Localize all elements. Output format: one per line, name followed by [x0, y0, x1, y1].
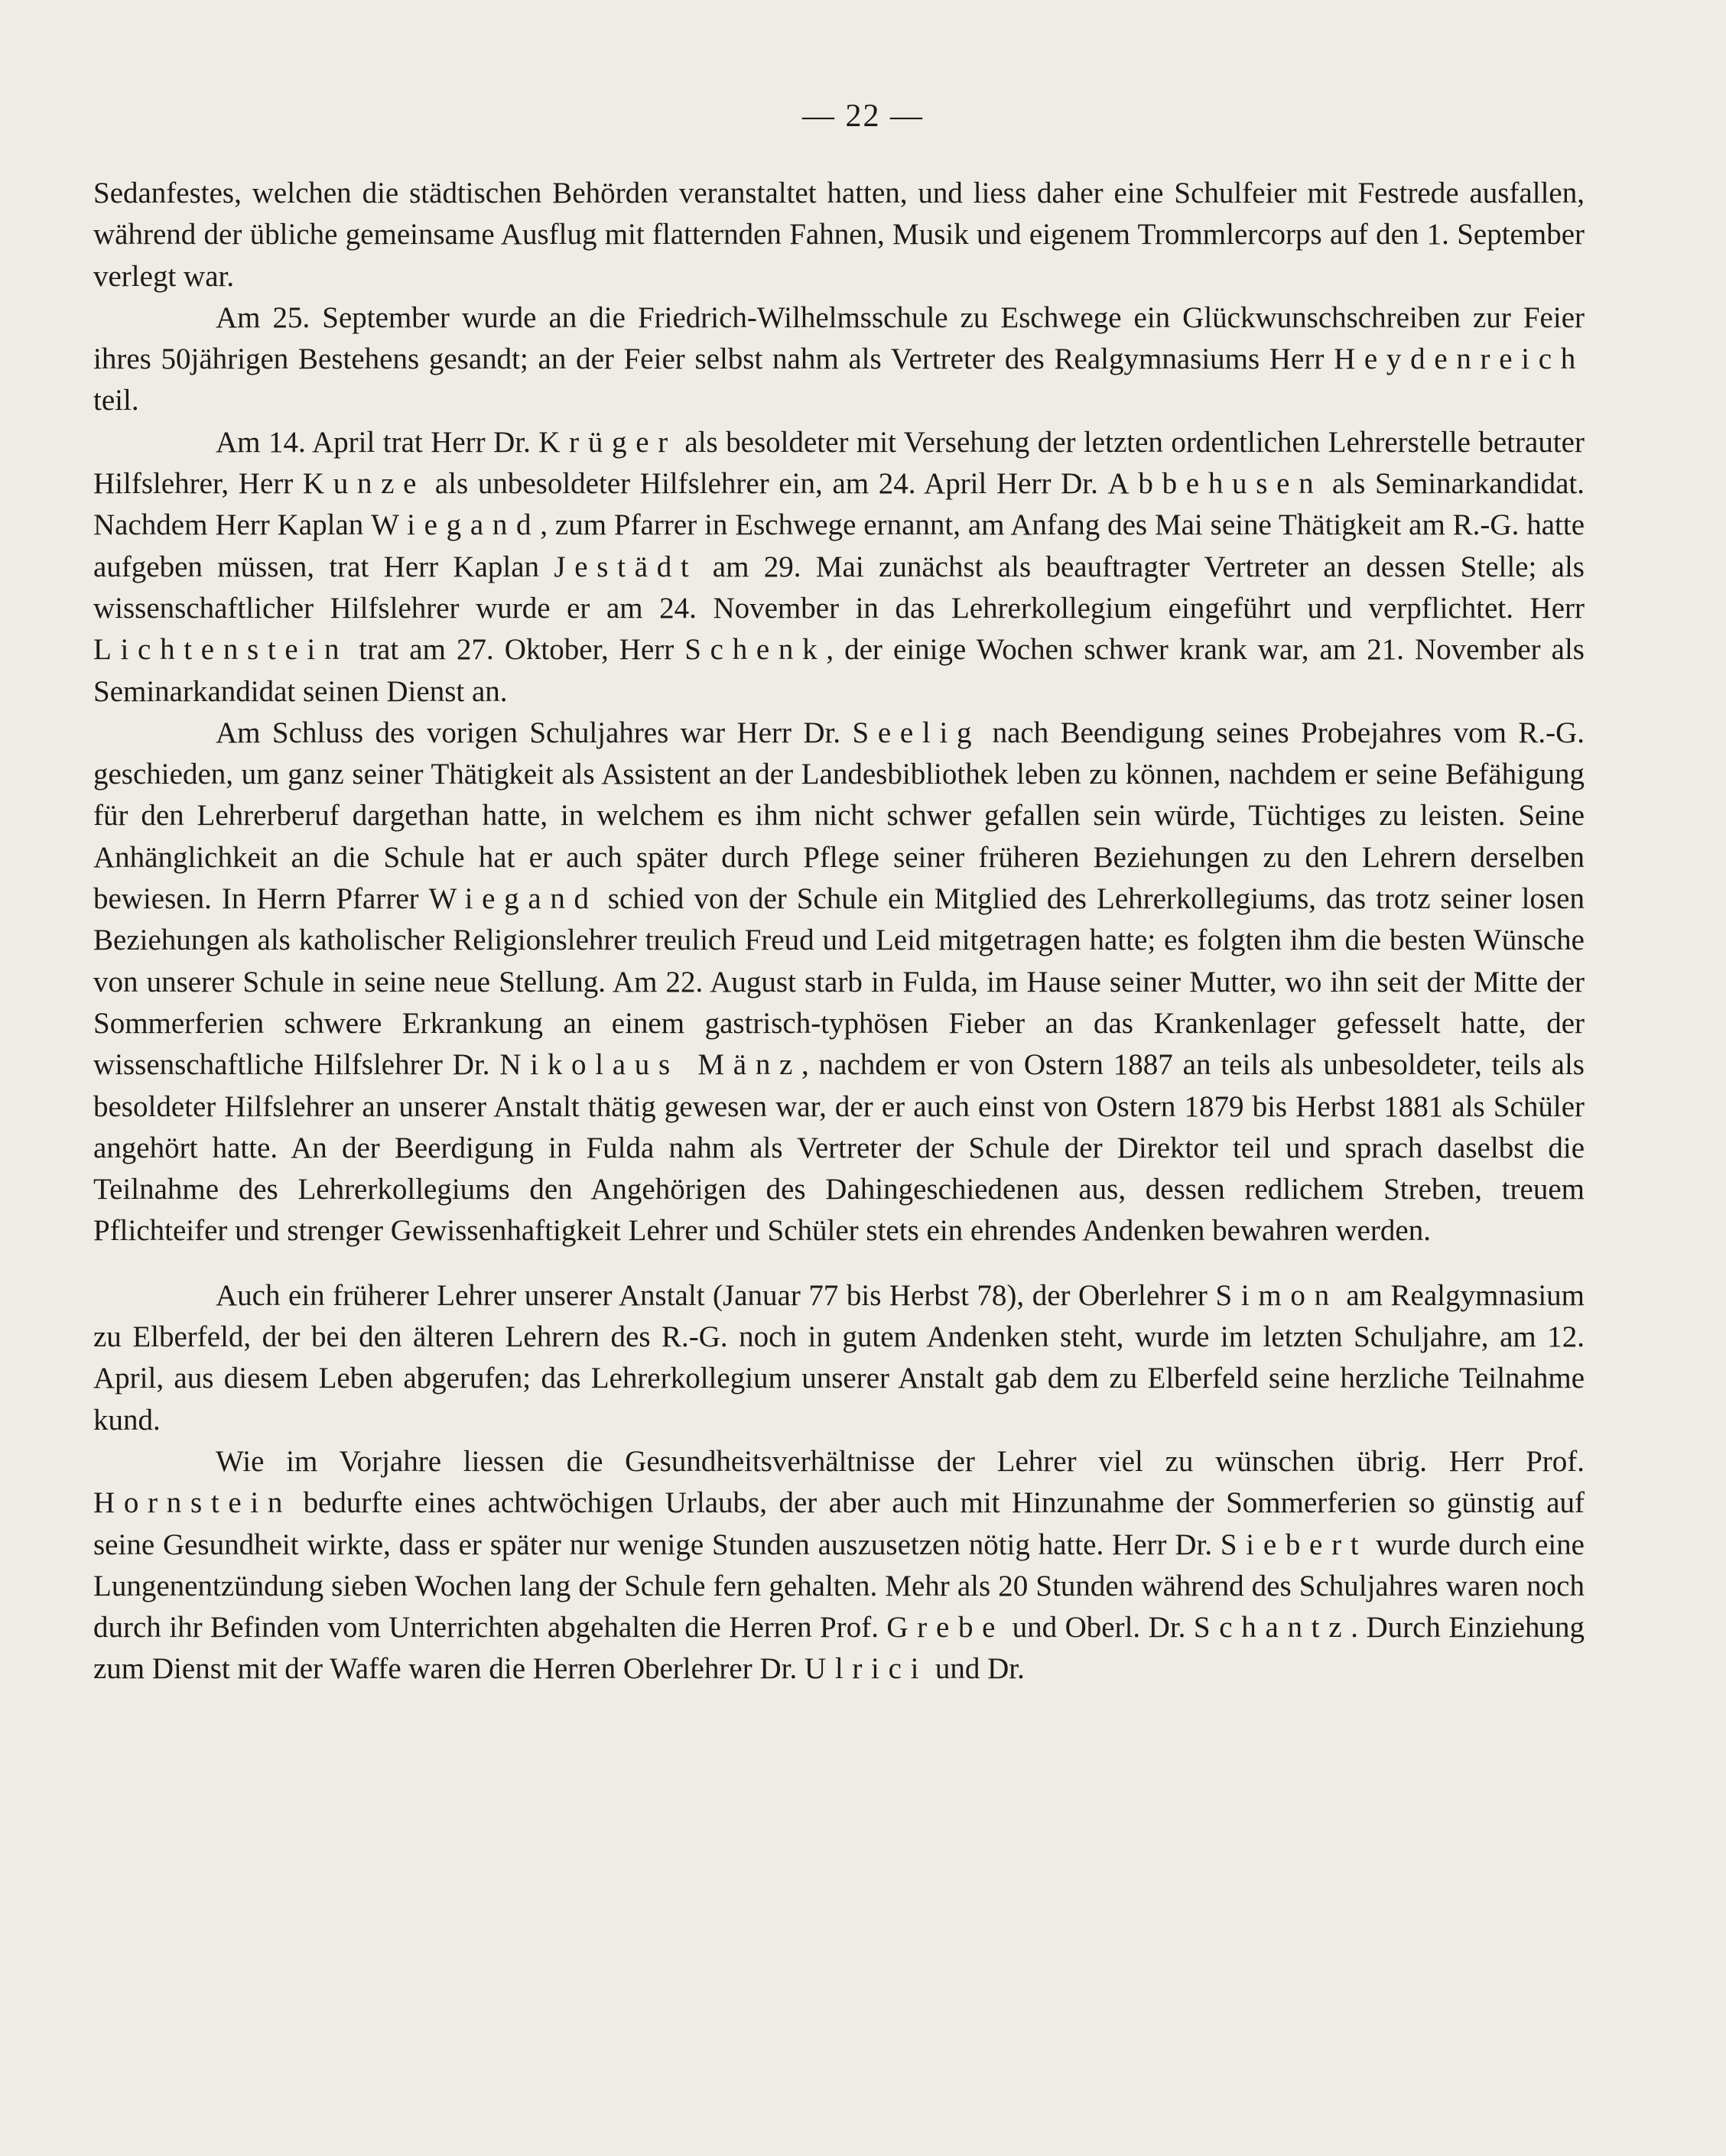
- paragraph: [93, 297, 1585, 422]
- text-run: nach Beendigung seines Probejahres vom R.-G. geschieden, um ganz seiner Thätigkeit als Assistent an der Landesbibliothek leben zu können, nachdem er seine Befähigung für den Lehrerberuf dargethan hatte, in welchem es ihm nicht schwer gefallen sein würde, Tüchtiges zu leisten. Seine Anhänglichkeit an die Schule hat er auch später durch Pflege seiner früheren Beziehungen zu den Lehrern derselben bewiesen. In Herrn Pfarrer: [93, 716, 1585, 916]
- text-run: , der einige Wochen schwer krank war, am 21. November als Seminarkandidat seinen Dienst an.: [93, 633, 1585, 708]
- text-run: als unbesoldeter Hilfslehrer ein, am 24. April Herr Dr.: [425, 467, 1108, 501]
- text-run: bedurfte eines achtwöchigen Urlaubs, der aber auch mit Hinzunahme der Sommerferien so günstig auf seine Gesundheit wirkte, dass er später nur wenige Stunden auszusetzen nötig hatte. Herr Dr.: [93, 1486, 1585, 1561]
- text-run: trat am 27. Oktober, Herr: [348, 633, 685, 667]
- text-run: Am 25. September wurde an die Friedrich-Wilhelmsschule zu Eschwege ein Glückwunschschreiben zur Feier ihres 50jährigen Bestehens gesandt; an der Feier selbst nahm als Vertreter des Realgymnasiums Herr: [93, 300, 1585, 376]
- text-run: als besoldeter mit Versehung der letzten ordentlichen Lehrerstelle betrauter Hilfslehrer, Herr: [93, 425, 1585, 501]
- paragraph: [93, 422, 1585, 713]
- spaced-name: Heydenreich: [1334, 343, 1585, 376]
- text-run: teil.: [93, 384, 139, 417]
- text-run: und Oberl. Dr.: [1004, 1611, 1194, 1645]
- spaced-name: Jestädt: [554, 550, 698, 583]
- page-number: — 22 —: [802, 99, 924, 134]
- spaced-name: Ulrici: [804, 1652, 928, 1686]
- text-run: Auch ein früherer Lehrer unserer Anstalt (Januar 77 bis Herbst 78), der Oberlehrer: [216, 1278, 1216, 1312]
- body-text: [93, 173, 1585, 1690]
- paragraph: [93, 1275, 1585, 1441]
- text-run: . Durch Einziehung zum Dienst mit der Waffe waren die Herren Oberlehrer Dr.: [93, 1611, 1585, 1686]
- spaced-name: Kunze: [302, 467, 426, 501]
- paragraph: [93, 173, 1585, 297]
- spaced-name: Wiegand: [371, 508, 541, 542]
- spaced-name: Siebert: [1220, 1528, 1368, 1561]
- spaced-name: Krüger: [538, 425, 677, 459]
- spaced-name: Hornstein: [93, 1486, 292, 1520]
- spaced-name: Simon: [1215, 1278, 1338, 1312]
- spaced-name: Schenk: [684, 633, 827, 667]
- paragraph: [93, 713, 1585, 1252]
- text-run: , nachdem er von Ostern 1887 an teils als unbesoldeter, teils als besoldeter Hilfslehrer an unserer Anstalt thätig gewesen war, der er auch einst von Ostern 1879 bis Herbst 1881 als Schüler angehört hatte. An der Beerdigung in Fulda nahm als Vertreter der Schule der Direktor teil und sprach daselbst die Teilnahme des Lehrerkollegiums den Angehörigen des Dahingeschiedenen aus, dessen redlichem Streben, treuem Pflichteifer und strenger Gewissenhaftigkeit Lehrer und Schüler stets ein ehrendes Andenken bewahren werden.: [93, 1048, 1585, 1248]
- spaced-name: Wiegand: [428, 882, 598, 916]
- text-run: Sedanfestes, welchen die städtischen Behörden veranstaltet hatten, und liess daher eine Schulfeier mit Festrede ausfallen, während der übliche gemeinsame Ausflug mit flatternden Fahnen, Musik und eigenem Trommlercorps auf den 1. September verlegt war.: [93, 177, 1585, 293]
- spaced-name: Grebe: [886, 1611, 1005, 1645]
- spaced-name: Lichtenstein: [93, 633, 349, 667]
- paragraph: [93, 1441, 1585, 1690]
- text-run: und Dr.: [928, 1652, 1025, 1686]
- spaced-name: Nikolaus Mänz: [499, 1048, 802, 1082]
- text-run: als Seminarkandidat. Nachdem Herr Kaplan: [93, 467, 1585, 542]
- text-run: am 29. Mai zunächst als beauftragter Vertreter an dessen Stelle; als wissenschaftlicher Hilfslehrer wurde er am 24. November in das Lehrerkollegium eingeführt und verpflichtet. Herr: [93, 550, 1585, 625]
- text-run: , zum Pfarrer in Eschwege ernannt, am Anfang des Mai seine Thätigkeit am R.-G. hatte aufgeben müssen, trat Herr Kaplan: [93, 508, 1585, 583]
- text-run: Am Schluss des vorigen Schuljahres war Herr Dr.: [216, 716, 853, 749]
- spaced-name: Seelig: [852, 716, 981, 749]
- text-run: Wie im Vorjahre liessen die Gesundheitsverhältnisse der Lehrer viel zu wünschen übrig. Herr Prof.: [216, 1444, 1585, 1478]
- text-run: am Realgymnasium zu Elberfeld, der bei den älteren Lehrern des R.-G. noch in gutem Andenken steht, wurde im letzten Schuljahre, am 12. April, aus diesem Leben abgerufen; das Lehrerkollegium unserer Anstalt gab dem zu Elberfeld seine herzliche Teilnahme kund.: [93, 1278, 1585, 1437]
- text-run: wurde durch eine Lungenentzündung sieben Wochen lang der Schule fern gehalten. Mehr als 20 Stunden während des Schuljahres waren noch durch ihr Befinden vom Unterrichten abgehalten die Herren Prof.: [93, 1528, 1585, 1645]
- spaced-name: Abbehusen: [1107, 467, 1323, 501]
- spaced-name: Schantz: [1193, 1611, 1351, 1645]
- text-run: Am 14. April trat Herr Dr.: [216, 425, 539, 459]
- text-run: schied von der Schule ein Mitglied des Lehrerkollegiums, das trotz seiner losen Beziehungen als katholischer Religionslehrer treulich Freud und Leid mitgetragen hatte; es folgten ihm die besten Wünsche von unserer Schule in seine neue Stellung. Am 22. August starb in Fulda, im Hause seiner Mutter, wo ihn seit der Mitte der Sommerferien schwere Erkrankung an einem gastrisch-typhösen Fieber an das Krankenlager gefesselt hatte, der wissenschaftliche Hilfslehrer Dr.: [93, 882, 1585, 1082]
